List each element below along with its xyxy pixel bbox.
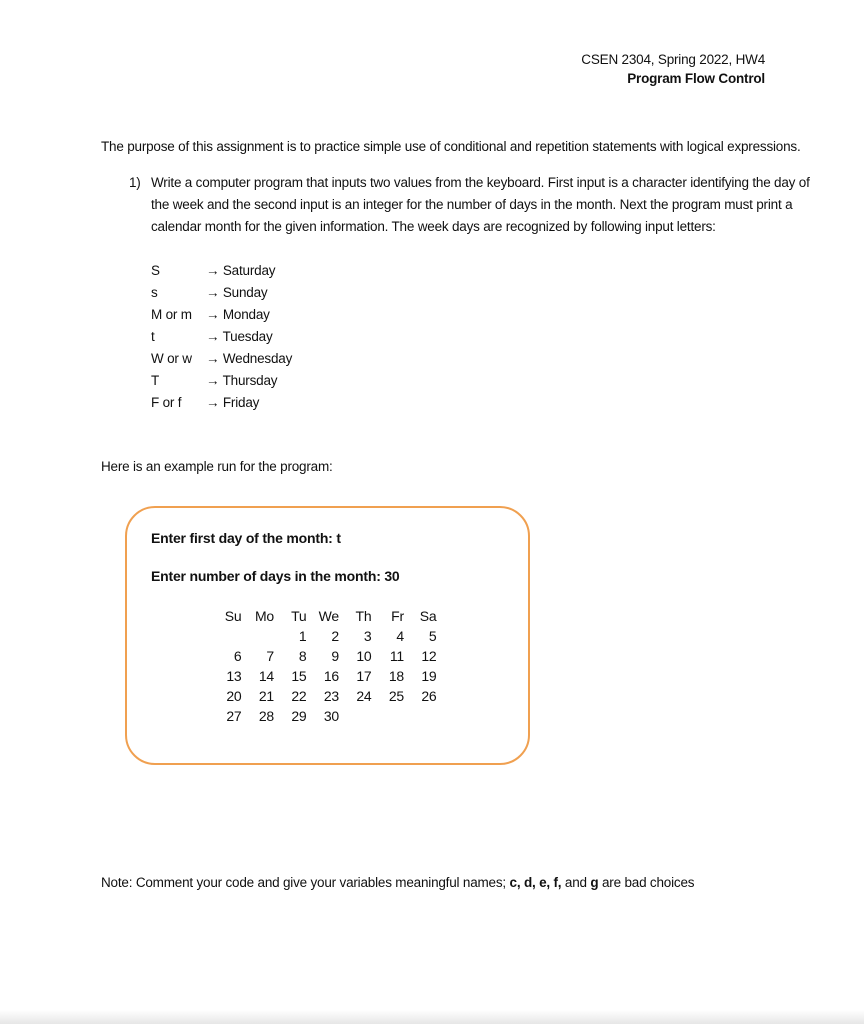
note bbox=[101, 873, 821, 893]
calendar-day: 2 bbox=[331, 628, 339, 644]
input-letter: S bbox=[151, 263, 160, 278]
day-name bbox=[206, 392, 259, 414]
calendar-day: 20 bbox=[226, 688, 242, 704]
calendar-day: 29 bbox=[291, 708, 307, 724]
calendar-day: 15 bbox=[291, 668, 307, 684]
calendar-week-row bbox=[209, 706, 437, 726]
arrow-icon: → bbox=[206, 285, 220, 300]
weekday-header: Sa bbox=[419, 608, 437, 624]
day-name bbox=[206, 260, 275, 282]
weekday-header: Mo bbox=[254, 608, 274, 624]
arrow-icon: → bbox=[206, 373, 220, 388]
day-letter-mapping bbox=[151, 260, 824, 414]
arrow-icon: → bbox=[206, 329, 220, 344]
assignment-title: Program Flow Control bbox=[627, 71, 765, 86]
day-label: Tuesday bbox=[222, 329, 273, 344]
calendar-day: 23 bbox=[323, 688, 339, 704]
day-name bbox=[206, 348, 292, 370]
page-bottom-shadow bbox=[0, 1010, 864, 1024]
calendar-day: 9 bbox=[331, 648, 339, 664]
arrow-icon: → bbox=[206, 307, 220, 322]
day-label: Saturday bbox=[222, 263, 276, 278]
day-label: Sunday bbox=[222, 285, 268, 300]
mapping-row bbox=[151, 282, 824, 304]
calendar-day: 11 bbox=[389, 648, 404, 664]
question-block bbox=[129, 172, 824, 238]
input-letter: F or f bbox=[151, 395, 182, 410]
calendar-day: 3 bbox=[363, 628, 372, 644]
input-letter: M or m bbox=[151, 307, 192, 322]
question-number: 1) bbox=[129, 175, 141, 190]
mapping-row bbox=[151, 260, 824, 282]
day-name bbox=[206, 370, 277, 392]
calendar-day bbox=[242, 626, 275, 646]
mapping-row bbox=[151, 304, 824, 326]
calendar-day: 21 bbox=[258, 688, 274, 704]
note-text-end: are bad choices bbox=[598, 875, 695, 890]
calendar-week-row bbox=[209, 646, 437, 666]
calendar-day: 17 bbox=[356, 668, 372, 684]
arrow-icon: → bbox=[206, 351, 220, 366]
intro-paragraph: The purpose of this assignment is to practice simple use of conditional and repetition statements with logical expressions. bbox=[101, 139, 801, 154]
note-bad-names: c, d, e, f, bbox=[509, 875, 562, 890]
calendar-day: 4 bbox=[396, 628, 404, 644]
calendar-header-row bbox=[209, 606, 437, 626]
calendar-day: 12 bbox=[421, 648, 437, 664]
calendar-day: 14 bbox=[258, 668, 274, 684]
weekday-header: We bbox=[318, 608, 339, 624]
arrow-icon: → bbox=[206, 263, 220, 278]
note-text-and: and bbox=[561, 875, 591, 890]
calendar-week-row bbox=[209, 686, 437, 706]
day-label: Friday bbox=[222, 395, 260, 410]
calendar-day: 25 bbox=[388, 688, 404, 704]
calendar-day: 30 bbox=[323, 708, 339, 724]
calendar-day: 18 bbox=[388, 668, 404, 684]
calendar-day bbox=[339, 706, 372, 726]
mapping-row bbox=[151, 348, 824, 370]
arrow-icon: → bbox=[206, 395, 220, 410]
day-name bbox=[206, 326, 273, 348]
input-letter: s bbox=[151, 285, 158, 300]
calendar-day: 26 bbox=[421, 688, 437, 704]
calendar-day: 8 bbox=[298, 648, 307, 664]
weekday-header: Su bbox=[224, 608, 242, 624]
day-label: Wednesday bbox=[222, 351, 293, 366]
calendar-week-row bbox=[209, 666, 437, 686]
note-text: Note: Comment your code and give your variables meaningful names; bbox=[101, 875, 510, 890]
day-label: Monday bbox=[222, 307, 270, 322]
day-name bbox=[206, 282, 267, 304]
prompt-days-count: Enter number of days in the month: 30 bbox=[151, 568, 400, 584]
calendar-day: 10 bbox=[356, 648, 372, 664]
calendar-day: 19 bbox=[421, 668, 437, 684]
input-letter: W or w bbox=[151, 351, 192, 366]
calendar-day bbox=[372, 706, 405, 726]
day-label: Thursday bbox=[222, 373, 278, 388]
calendar-day: 24 bbox=[356, 688, 372, 704]
example-run-box bbox=[125, 506, 530, 765]
prompt-first-day: Enter first day of the month: t bbox=[151, 530, 341, 546]
input-letter: T bbox=[151, 373, 160, 388]
calendar-day: 5 bbox=[428, 628, 437, 644]
weekday-header: Tu bbox=[291, 608, 307, 624]
calendar-week-row bbox=[209, 626, 437, 646]
calendar-table bbox=[209, 606, 437, 726]
calendar-day: 13 bbox=[226, 668, 242, 684]
calendar-day: 6 bbox=[233, 648, 242, 664]
course-line: CSEN 2304, Spring 2022, HW4 bbox=[581, 52, 765, 67]
calendar-day bbox=[404, 706, 437, 726]
day-name bbox=[206, 304, 270, 326]
mapping-row bbox=[151, 326, 824, 348]
calendar-day: 22 bbox=[291, 688, 307, 704]
calendar-day: 16 bbox=[323, 668, 339, 684]
input-letter: t bbox=[151, 329, 155, 344]
calendar-day: 27 bbox=[226, 708, 242, 724]
question-text: Write a computer program that inputs two values from the keyboard. First input is a character identifying the day of the week and the second input is an integer for the number of days in the month. Next the program must print a calendar month for the given information. The week days are recognized by following input letters: bbox=[151, 175, 810, 234]
calendar-day: 28 bbox=[258, 708, 274, 724]
mapping-row bbox=[151, 392, 824, 414]
note-bad-name-g: g bbox=[590, 875, 599, 890]
mapping-row bbox=[151, 370, 824, 392]
weekday-header: Fr bbox=[391, 608, 404, 624]
example-intro: Here is an example run for the program: bbox=[101, 459, 333, 474]
calendar-day: 1 bbox=[298, 628, 307, 644]
calendar-day bbox=[209, 626, 242, 646]
weekday-header: Th bbox=[355, 608, 372, 624]
calendar-day: 7 bbox=[266, 648, 274, 664]
